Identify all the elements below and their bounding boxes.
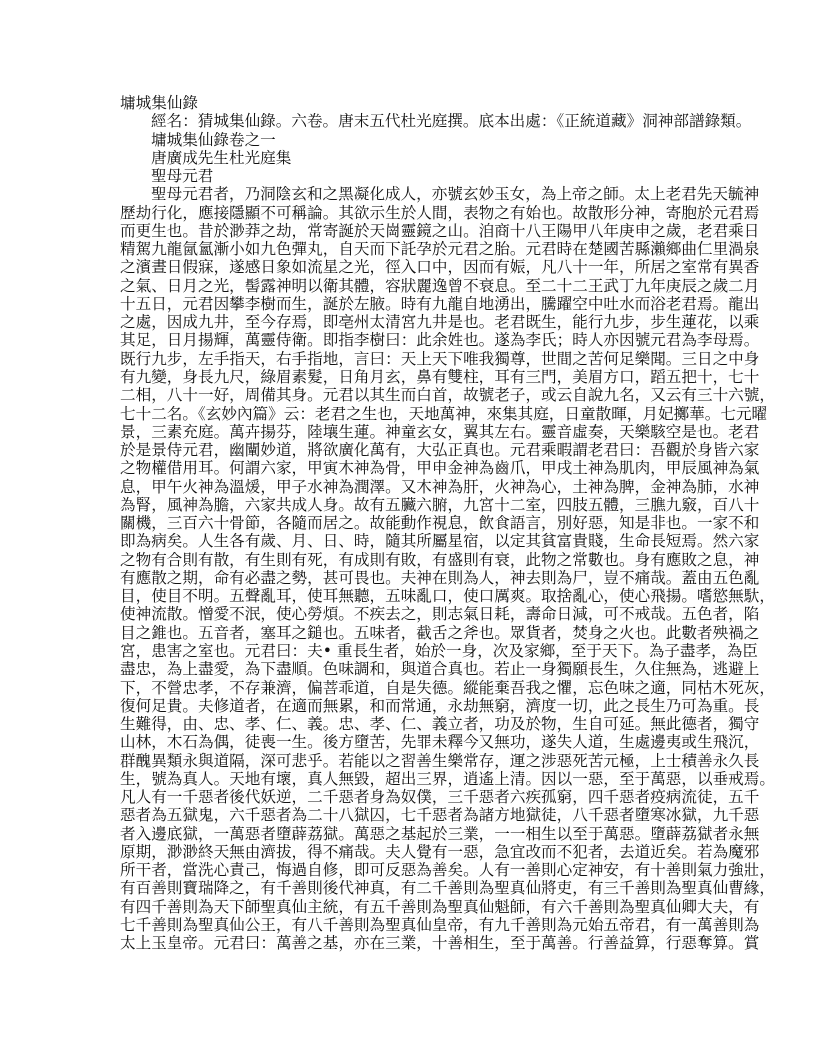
body-line: 息，甲午火神為溫煖，甲子水神為潤澤。又木神為肝，火神為心，土神為脾，金神為肺，水神 [120, 477, 760, 496]
body-line: 之物權借用耳。何謂六家，甲寅木神為骨，甲申金神為齒爪，甲戌土神為肌肉，甲辰風神為氣 [120, 459, 760, 478]
body-line: 有百善則寶瑞降之，有千善則後代神真，有二千善則為聖真仙將吏，有三千善則為聖真仙曹緣， [120, 879, 775, 898]
volume-heading: 墉城集仙錄卷之一 [151, 130, 276, 149]
document-title: 墉城集仙錄 [120, 94, 198, 112]
author-line: 唐廣成先生杜光庭集 [151, 148, 292, 167]
section-heading: 聖母元君 [151, 167, 214, 186]
body-line: 有九變，身長九尺，綠眉素髮，日角月玄，鼻有雙柱，耳有三門，美眉方口，蹈五把十，七十 [120, 367, 760, 386]
body-line: 之處，因成九井，至今存焉，即亳州太清宮九井是也。老君既生，能行九步，步生蓮花，以乘 [120, 313, 760, 332]
body-line: 凡人有一千惡者後代妖逆，二千惡者身為奴僕，三千惡者六疾孤窮，四千惡者疫病流徒，五千 [120, 788, 760, 807]
body-line: 而更生也。昔於渺莽之劫，常寄誕於天崗靈鏡之山。洎商十八王陽甲八年庚申之歲，老君乘日 [120, 221, 760, 240]
body-line: 之濱晝日假寐，遂感日象如流星之光，徑入口中，因而有娠，凡八十一年，所居之室常有異香 [120, 258, 760, 277]
body-line: 太上玉皇帝。元君曰：萬善之基，亦在三業，十善相生，至于萬善。行善益算，行惡奪算。賞 [120, 934, 760, 953]
body-line: 所干者，當洗心責己，悔過自修，即可反惡為善矣。人有一善則心定神安，有十善則氣力強壯， [120, 861, 775, 880]
body-line: 精駕九龍氤氳漸小如九色彈丸，自天而下託孕於元君之胎。元君時在楚國苦縣瀨鄉曲仁里渦泉 [120, 240, 760, 259]
body-line: 歷劫行化，應接隱顯不可稱論。其欲示生於人間，表物之有始也。故散形分神，寄胞於元君焉 [120, 203, 760, 222]
body-line: 盡忠，為上盡愛，為下盡順。色味調和，與道合真也。若止一身獨願長生，久住無為，逃避上 [120, 660, 760, 679]
body-line: 既行九步，左手指天，右手指地，言曰：天上天下唯我獨尊，世間之苦何足樂聞。三日之中身 [120, 349, 760, 368]
body-line: 惡者為五獄鬼，六千惡者為二十八獄囚，七千惡者為諸方地獄徒，八千惡者墮寒冰獄，九千惡 [120, 806, 760, 825]
scripture-meta-line: 經名：猜城集仙錄。六卷。唐末五代杜光庭撰。底本出處：《正統道藏》洞神部譜錄類。 [151, 112, 752, 131]
body-line: 之氣、日月之光，髻露神明以衛其體，容狀麗逸曾不衰息。至二十二王武丁九年庚辰之歲二月 [120, 276, 760, 295]
body-line: 有應散之期，命有必盡之勢，甚可畏也。夫神在則為人，神去則為尸，豈不痛哉。蓋由五色亂 [120, 568, 760, 587]
body-line: 目，使目不明。五聲亂耳，使耳無聽，五味亂口，使口厲爽。取捨亂心，使心飛揚。嗜慾無馱， [120, 587, 775, 606]
body-line: 下，不營忠孝，不存兼濟，偏菩乖道，自是失德。縱能棄吾我之懼，忘色味之適，同枯木死灰， [120, 678, 775, 697]
body-line: 目之錐也。五音者，塞耳之鎚也。五味者，截舌之斧也。眾貨者，焚身之火也。此數者殃禍之 [120, 623, 760, 642]
body-line: 為腎，風神為膽，六家共成人身。故有五臟六腑，九宮十二室，四肢五體，三膲九竅，百八十 [120, 495, 760, 514]
body-line: 使神流散。憎愛不泯，使心勞煩。不疾去之，則志氣日耗，壽命日減，可不戒哉。五色者，陷 [120, 605, 760, 624]
body-line: 其足，日月揚輝，萬靈侍衛。即指李樹曰：此余姓也。遂為李氏；時人亦因號元君為李母焉。 [120, 331, 760, 350]
document-page [120, 94, 775, 953]
body-line: 生，號為真人。天地有壞，真人無毀，超出三界，逍遙上清。因以一惡，至于萬惡，以垂戒焉。 [120, 769, 775, 788]
body-line: 復何足貴。夫修道者，在適而無累，和而常通，永劫無窮，濟度一切，此之長生乃可為重。長 [120, 696, 760, 715]
body-line: 七十二名。《玄妙內篇》云：老君之生也，天地萬神，來集其庭，日童散暉，月妃擲華。七元曜 [120, 404, 768, 423]
body-line: 生難得，由、忠、孝、仁、義。忠、孝、仁、義立者，功及於物，生自可延。無此德者，獨守 [120, 715, 760, 734]
body-text [120, 185, 775, 953]
body-line: 山林，木石為偶，徒喪一生。後方墮苦，先罪未釋今又無功，遂失人道，生處邊夷或生飛沉， [120, 733, 760, 752]
body-line: 於是景侍元君，幽闡妙道，將欲廣化萬有，大弘正真也。元君乘暇謂老君曰：吾觀於身皆六家 [120, 441, 760, 460]
body-line: 宮，患害之室也。元君曰：夫• 重長生者，始於一身，次及家鄉，至于天下。為子盡孝，為臣 [120, 641, 758, 660]
body-line: 景，三素充庭。萬卉揚芬，陸壤生蓮。神童玄女，翼其左右。靈音虛奏，天樂駭空是也。老君 [120, 422, 760, 441]
body-line: 有四千善則為天下師聖真仙主統，有五千善則為聖真仙魁師，有六千善則為聖真仙卿大夫，有 [120, 897, 760, 916]
body-line: 二相，八十一好，周備其身。元君以其生而白首，故號老子，或云自說九名，又云有三十六號， [120, 386, 775, 405]
body-line: 七千善則為聖真仙公王，有八千善則為聖真仙皇帝，有九千善則為元始五帝君，有一萬善則為 [120, 915, 760, 934]
body-line: 十五日，元君因攀李樹而生，誕於左腋。時有九龍自地湧出，騰躍空中吐水而浴老君焉。龍出 [120, 294, 760, 313]
body-line: 即為病矣。人生各有歲、月、日、時，隨其所屬星宿，以定其貧富貴賤，生命長短焉。然六家 [120, 532, 760, 551]
body-line: 關機，三百六十骨節，各隨而居之。故能動作視息，飲食語言，別好惡，知是非也。一家不和 [120, 514, 760, 533]
body-line: 者入邊底獄，一萬惡者墮薜荔獄。萬惡之基起於三業，一一相生以至于萬惡。墮薜荔獄者永無 [120, 824, 760, 843]
body-line: 聖母元君者，乃洞陰玄和之黑凝化成人，亦號玄妙玉女，為上帝之師。太上老君先天毓神 [151, 185, 760, 204]
body-line: 之物有合則有散，有生則有死，有成則有敗，有盛則有衰，此物之常數也。身有應敗之息，神 [120, 550, 760, 569]
body-line: 群醜異類永與道隔，深可悲乎。若能以之習善生樂常存，運之涉惡死苦元極，上士積善永久長 [120, 751, 760, 770]
body-line: 原期，渺渺終天無由濟拔，得不痛哉。夫人覺有一惡，急宜改而不犯者，去道近矣。若為魔邪 [120, 842, 760, 861]
